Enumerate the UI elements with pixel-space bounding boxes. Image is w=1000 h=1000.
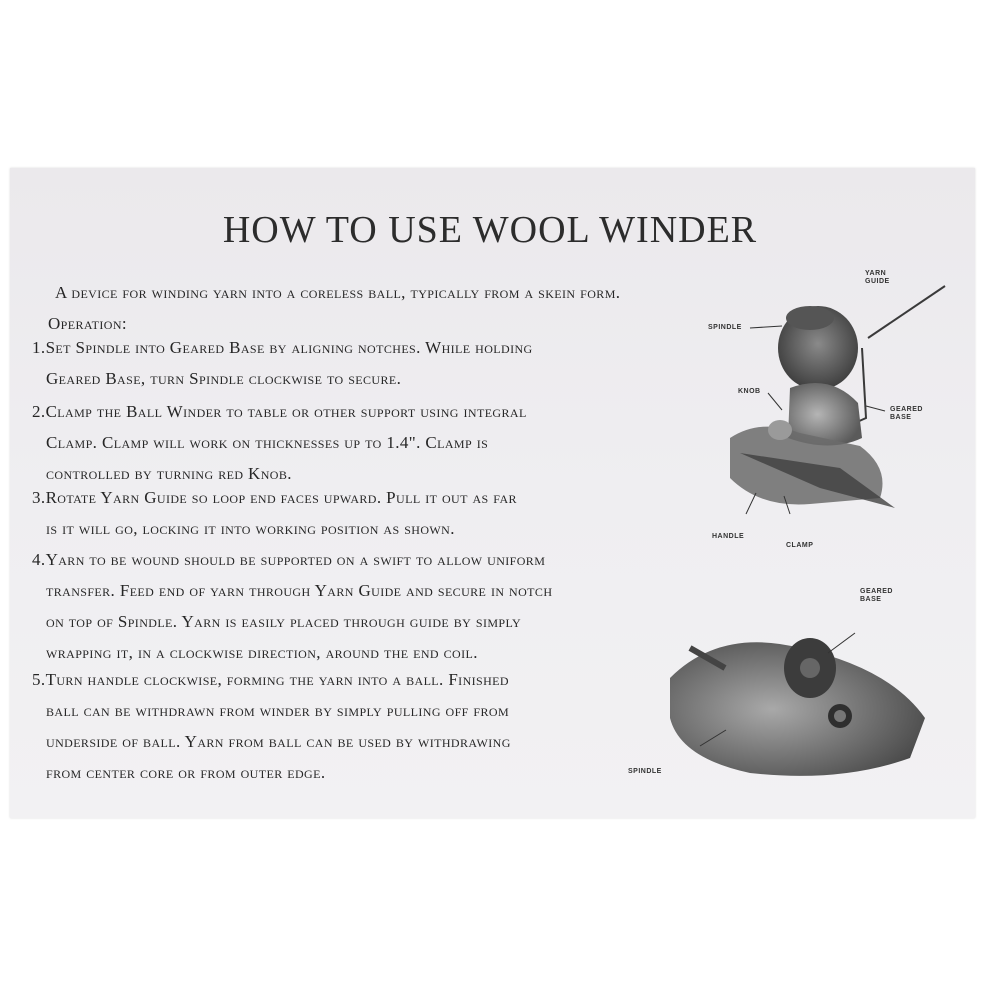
instruction-sheet: [10, 168, 975, 818]
step-line: is it will go, locking it into working position as shown.: [46, 519, 455, 538]
step-number: 3.: [32, 488, 46, 507]
step-line: on top of Spindle. Yarn is easily placed through guide by simply: [46, 612, 522, 631]
callout-spindle: SPINDLE: [708, 324, 742, 331]
step-line: transfer. Feed end of yarn through Yarn Guide and secure in notch: [46, 581, 553, 600]
operation-heading: Operation:: [48, 314, 128, 333]
step-text: Clamp the Ball Winder to table or other support using integral: [45, 402, 527, 421]
step-5: [32, 664, 682, 788]
step-text: Rotate Yarn Guide so loop end faces upward. Pull it out as far: [45, 488, 517, 507]
step-2: [32, 396, 682, 489]
intro-text: A device for winding yarn into a coreless ball, typically from a skein form.: [55, 283, 621, 302]
step-line: from center core or from outer edge.: [46, 763, 326, 782]
step-number: 4.: [32, 550, 46, 569]
winder-assembled-illustration: [690, 268, 965, 558]
step-line: underside of ball. Yarn from ball can be used by withdrawing: [46, 732, 511, 751]
step-1: [32, 332, 682, 394]
step-line: [32, 664, 682, 695]
step-line: [32, 396, 682, 427]
step-number: 5.: [32, 670, 46, 689]
step-text: Turn handle clockwise, forming the yarn into a ball. Finished: [45, 670, 509, 689]
step-number: 2.: [32, 402, 46, 421]
step-text: Set Spindle into Geared Base by aligning notches. While holding: [45, 338, 533, 357]
callout-spindle-bottom: SPINDLE: [628, 768, 662, 775]
callout-knob: KNOB: [738, 388, 761, 395]
step-line: [32, 332, 682, 363]
callout-yarn-guide: YARN GUIDE: [865, 270, 890, 285]
document-title: HOW TO USE WOOL WINDER: [222, 209, 758, 251]
step-line: ball can be withdrawn from winder by simply pulling off from: [46, 701, 510, 720]
step-line: wrapping it, in a clockwise direction, around the end coil.: [46, 643, 478, 662]
step-text: Yarn to be wound should be supported on a swift to allow uniform: [45, 550, 546, 569]
step-line: Clamp. Clamp will work on thicknesses up to 1.4". Clamp is: [46, 433, 489, 452]
callout-handle: HANDLE: [712, 533, 745, 540]
callout-geared-base-bottom: GEARED BASE: [860, 588, 893, 603]
step-line: [32, 544, 682, 575]
callout-clamp: CLAMP: [786, 542, 814, 549]
step-line: [32, 482, 682, 513]
step-number: 1.: [32, 338, 46, 357]
step-3: [32, 482, 682, 544]
step-line: Geared Base, turn Spindle clockwise to secure.: [46, 369, 402, 388]
step-4: [32, 544, 682, 668]
step-line: controlled by turning red Knob.: [46, 464, 292, 483]
callout-geared-base: GEARED BASE: [890, 406, 923, 421]
winder-underside-illustration: [660, 608, 935, 788]
